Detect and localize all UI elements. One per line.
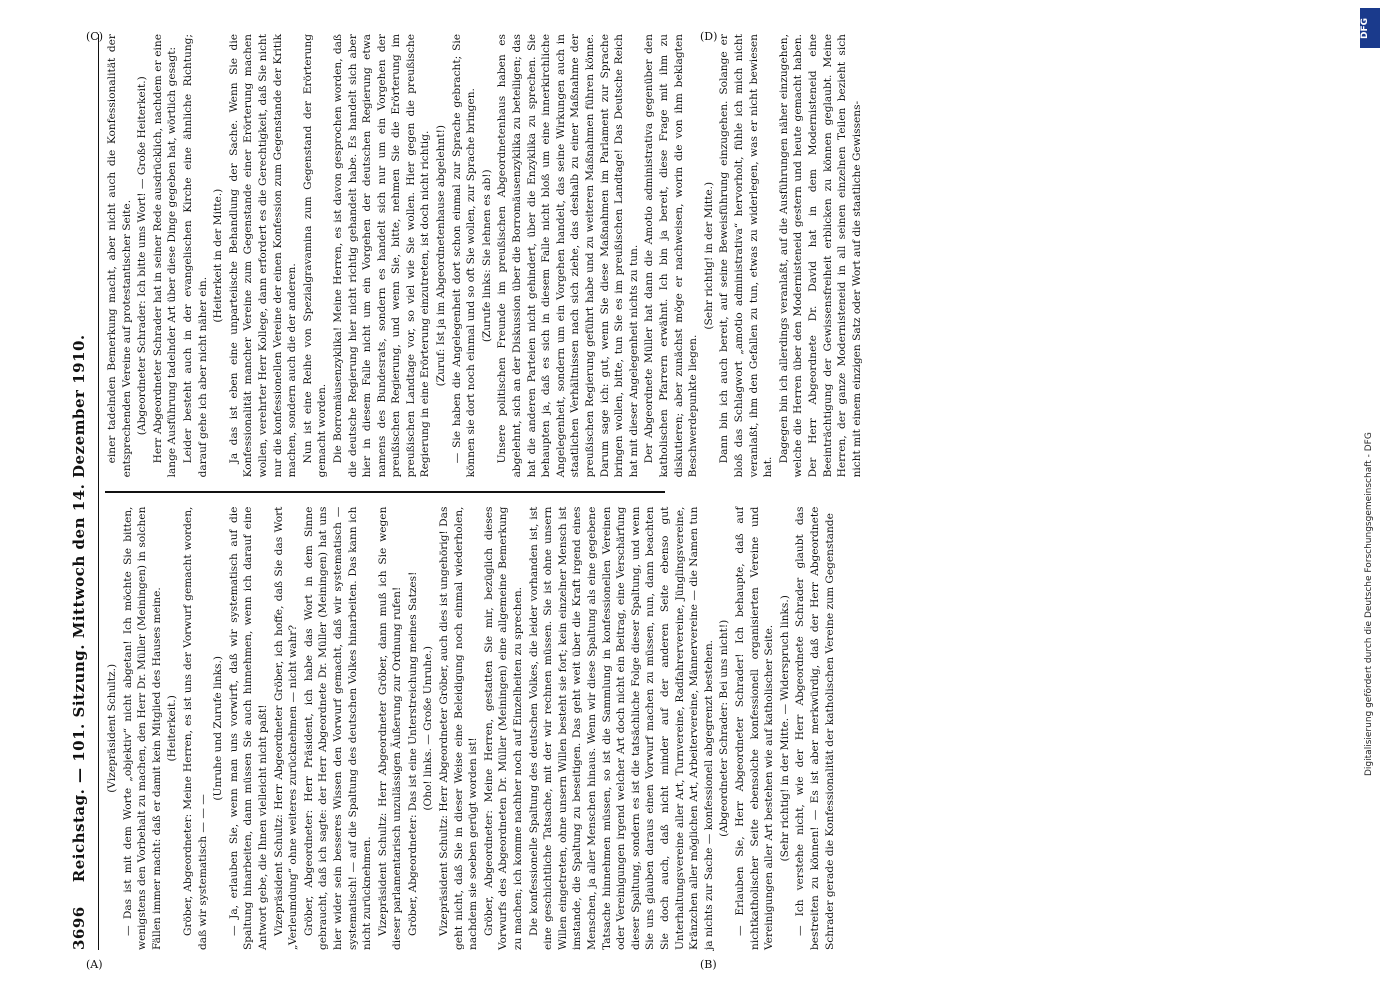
page-number: 3696 (70, 906, 88, 950)
paragraph: (Unruhe und Zurufe links.) (212, 656, 225, 801)
margin-marker-a: (A) (86, 958, 103, 971)
digitization-credit: Digitalisierung gefördert durch die Deutsche Forschungsgemeinschaft - DFG (1364, 432, 1374, 776)
paragraph: — Ich verstehe nicht, wie der Herr Abgeordnete Schrader glaubt das bestreiten zu können! — Es ist aber merkwürdig, daß der Herr Abgeordnete Schrader gerade die Konfessionalität der katholischen Vereine zum Gegenstande (794, 506, 836, 950)
paragraph: einer tadelnden Bemerkung macht, aber nicht auch die Konfessionalität der entsprechenden Vereine auf protestantischer Seite. (106, 34, 133, 478)
paragraph: Gröber, Abgeordneter: Meine Herren, es ist uns der Vorwurf gemacht worden, daß wir systematisch — — — (181, 506, 209, 950)
paragraph: (Heiterkeit.) (166, 695, 179, 762)
paragraph: (Sehr richtig! in der Mitte. — Widerspruch links.) (778, 595, 791, 862)
paragraph: (Vizepräsident Schultz.) (106, 663, 118, 793)
paragraph: Vizepräsident Schultz: Herr Abgeordneter Gröber, ich hoffe, daß Sie das Wort „Verleumdung“ ohne weiteres zurücknehmen — nicht wahr? (272, 506, 300, 950)
paragraph: Gröber, Abgeordneter: Meine Herren, gestatten Sie mir, bezüglich dieses Vorwurfs des Abgeordneten Dr. Müller (Meiningen) eine allgemeine Bemerkung zu machen; ich komme nachher noch auf Einzelheiten zu sprechen. (482, 506, 525, 950)
column-divider (105, 491, 665, 492)
paragraph: Die konfessionelle Spaltung des deutschen Volkes, die leider vorhanden ist, ist eine geschichtliche Tatsache, mit der wir rechnen müssen. Sie ist ohne unsern Willen eingetreten, ohne unsern Willen besteht sie fort; kein einzelner Mensch ist imstande, die Spaltung zu beseitigen. Das geht weit über die Kraft irgend eines Menschen, ja aller Menschen hinaus. Wenn wir diese Spaltung als eine gegebene Tatsache hinnehmen müssen, so ist die Sammlung in konfessionellen Vereinen oder Vereinigungen irgend welcher Art doch nicht ein Beitrag, eine Verschärfung dieser Spaltung, sondern es ist die tatsächliche Folge dieser Spaltung, und wenn Sie uns glauben daraus einen Vorwurf machen zu müssen, nun, dann beachten Sie doch auch, daß nicht minder auf der anderen Seite ebenso gut Unterhaltungsvereine aller Art, Turnvereine, Radfahrervereine, Jünglingsvereine, Kränzchen aller möglichen Art, Arbeitervereine, Männervereine — die Namen tun ja nichts zur Sache — konfessionell abgegrenzt bestehen. (527, 506, 715, 950)
paragraph: Gröber, Abgeordneter: Das ist eine Unterstreichung meines Satzes! (406, 571, 419, 936)
paragraph: — Sie haben die Angelegenheit dort schon einmal zur Sprache gebracht; Sie können sie dort noch einmal und so oft Sie wollen, zur Sprache bringen. (450, 34, 478, 478)
paragraph: Dagegen bin ich allerdings veranlaßt, auf die Ausführungen näher einzugehen, welche die Herren über den Modernisteneid gestern und heute gemacht haben. Der Herr Abgeordnete Dr. David hat in dem Modernisteneid eine Beeinträchtigung der Gewissensfreiheit erblicken zu können geglaubt. Meine Herren, der ganze Modernisteneid in all seinen einzelnen Teilen bezieht sich nicht mit einem einzigen Satz oder Wort auf die staatliche Gewissens- (777, 34, 863, 478)
paragraph: Vizepräsident Schultz: Herr Abgeordneter Gröber, dann muß ich Sie wegen dieser parlamentarisch unzulässigen Äußerung zur Ordnung rufen! (376, 506, 404, 950)
paragraph: Leider besteht auch in der evangelischen Kirche eine ähnliche Richtung; darauf gehe ich aber nicht näher ein. (181, 34, 209, 478)
paragraph: (Zurufe links: Sie lehnen es ab!) (480, 169, 493, 343)
page-title: Reichstag. — 101. Sitzung. Mittwoch den 14. Dezember 1910. (70, 334, 88, 883)
paragraph: — Ja, erlauben Sie, wenn man uns vorwirft, daß wir systematisch auf die Spaltung hinarbeiten, dann müssen Sie auch hinnehmen, wenn ich darauf eine Antwort gebe, die Ihnen vielleicht nicht paßt! (227, 506, 269, 950)
paragraph: (Sehr richtig! in der Mitte.) (702, 181, 715, 330)
paragraph: Die Borromäusenzyklika! Meine Herren, es ist davon gesprochen worden, daß die deutsche Regierung hier nicht richtig gehandelt habe. Es handelt sich aber hier in diesem Falle nicht um ein Vorgehen der deutschen Regierung etwa namens des Bundesrats, sondern es handelt sich nur um ein Vorgehen der preußischen Regierung, und wenn Sie, bitte, nehmen Sie die Erörterung im preußischen Landtage vor, so viel wie Sie wollen. Hier gegen die preußische Regierung in eine Erörterung einzutreten, ist doch nicht richtig. (331, 34, 432, 478)
paragraph: Der Abgeordnete Müller hat dann die Amotio administrativa gegenüber den katholischen Pfarrern erwähnt. Ich bin ja bereit, diese Frage mit ihm zu diskutieren; aber zunächst möge er nachweisen, worin die von ihm beklagten Beschwerdepunkte liegen. (643, 34, 700, 478)
margin-marker-b: (B) (700, 958, 717, 971)
paragraph: Unsere politischen Freunde im preußischen Abgeordnetenhaus haben es abgelehnt, sich an der Diskussion über die Borromäusenzyklika zu beteiligen; das hat die anderen Parteien nicht gehindert, über die Enzyklika zu sprechen. Sie behaupten ja, daß es sich in diesem Falle nicht bloß um eine innerkirchliche Angelegenheit, sondern um ein Vorgehen handelt, das seine Wirkungen auch in staatlichen Verhältnissen nach sich ziehe, das deshalb zu einer Maßnahme der preußischen Regierung geführt habe und zu weiteren Maßnahmen führen könne. Darum sage ich: gut, wenn Sie diese Maßnahmen im Parlament zur Sprache bringen wollen, bitte, tun Sie es im preußischen Landtage! Das Deutsche Reich hat mit dieser Angelegenheit nichts zu tun. (496, 34, 640, 478)
margin-marker-c: (C) (86, 30, 103, 43)
margin-marker-d: (D) (700, 30, 718, 43)
paragraph: Vizepräsident Schultz: Herr Abgeordneter Gröber, auch dies ist ungehörig! Das geht nicht, daß Sie in dieser Weise eine Beleidigung noch einmal wiederholen, nachdem sie soeben gerügt worden ist! (438, 506, 480, 950)
paragraph: (Abgeordneter Schrader: Ich bitte ums Wort! — Große Heiterkeit.) (136, 76, 149, 436)
paragraph: — Das ist mit dem Worte „objektiv“ nicht abgetan! Ich möchte Sie bitten, wenigstens den Vorbehalt zu machen, den Herr Dr. Müller (Meiningen) in solchen Fällen immer macht: daß er damit kein Mitglied des Hauses meine. (121, 506, 163, 950)
paragraph: (Zuruf: Ist ja im Abgeordnetenhause abgelehnt!) (435, 125, 448, 387)
paragraph: (Heiterkeit in der Mitte.) (212, 188, 225, 323)
paragraph: Ja das ist eben eine unparteiische Behandlung der Sache. Wenn Sie die Konfessionalität mancher Vereine zum Gegenstande einer Erörterung machen wollen, verehrter Herr Kollege, dann erfordert es die Gerechtigkeit, daß Sie nicht nur die konfessionellen Vereine der einen Konfession zum Gegenstande der Kritik machen, sondern auch die der anderen. (227, 34, 299, 478)
dfg-logo: DFG (1360, 8, 1380, 48)
paragraph: (Oho! links. — Große Unruhe.) (422, 645, 435, 811)
page-header (70, 34, 99, 950)
paragraph: Nun ist eine Reihe von Spezialgravamina zum Gegenstand der Erörterung gemacht worden. (301, 34, 329, 478)
paragraph: Dann bin ich auch bereit, auf seine Beweisführung einzugehen. Solange er bloß das Schlagwort „amotio administrativa“ hervorholt, fühle ich mich nicht veranlaßt, ihm den Gefallen zu tun, etwas zu widerlegen, was er nicht bewiesen hat. (718, 34, 775, 478)
paragraph: — Erlauben Sie, Herr Abgeordneter Schrader! Ich behaupte, daß auf nichtkatholischer Seite ebensolche konfessionell organisierten Vereine und Vereinigungen aller Art bestehen wie auf katholischer Seite. (733, 506, 776, 950)
paragraph: Gröber, Abgeordneter: Herr Präsident, ich habe das Wort in dem Sinne gebraucht, daß ich sagte: der Herr Abgeordnete Dr. Müller (Meiningen) hat uns hier wider sein besseres Wissen den Vorwurf gemacht, daß wir systematisch — systematisch! — auf die Spaltung des deutschen Volkes hinarbeiten. Das kann ich nicht zurücknehmen. (302, 506, 374, 950)
paragraph: (Abgeordneter Schrader: Bei uns nicht!) (718, 619, 731, 837)
left-column (105, 506, 836, 950)
right-column (105, 34, 863, 478)
text-columns (105, 34, 863, 950)
paragraph: Herr Abgeordneter Schrader hat in seiner Rede ausdrücklich, nachdem er eine lange Ausführung tadelnder Art über diese Dinge gegeben hat, wörtlich gesagt: (151, 34, 179, 478)
